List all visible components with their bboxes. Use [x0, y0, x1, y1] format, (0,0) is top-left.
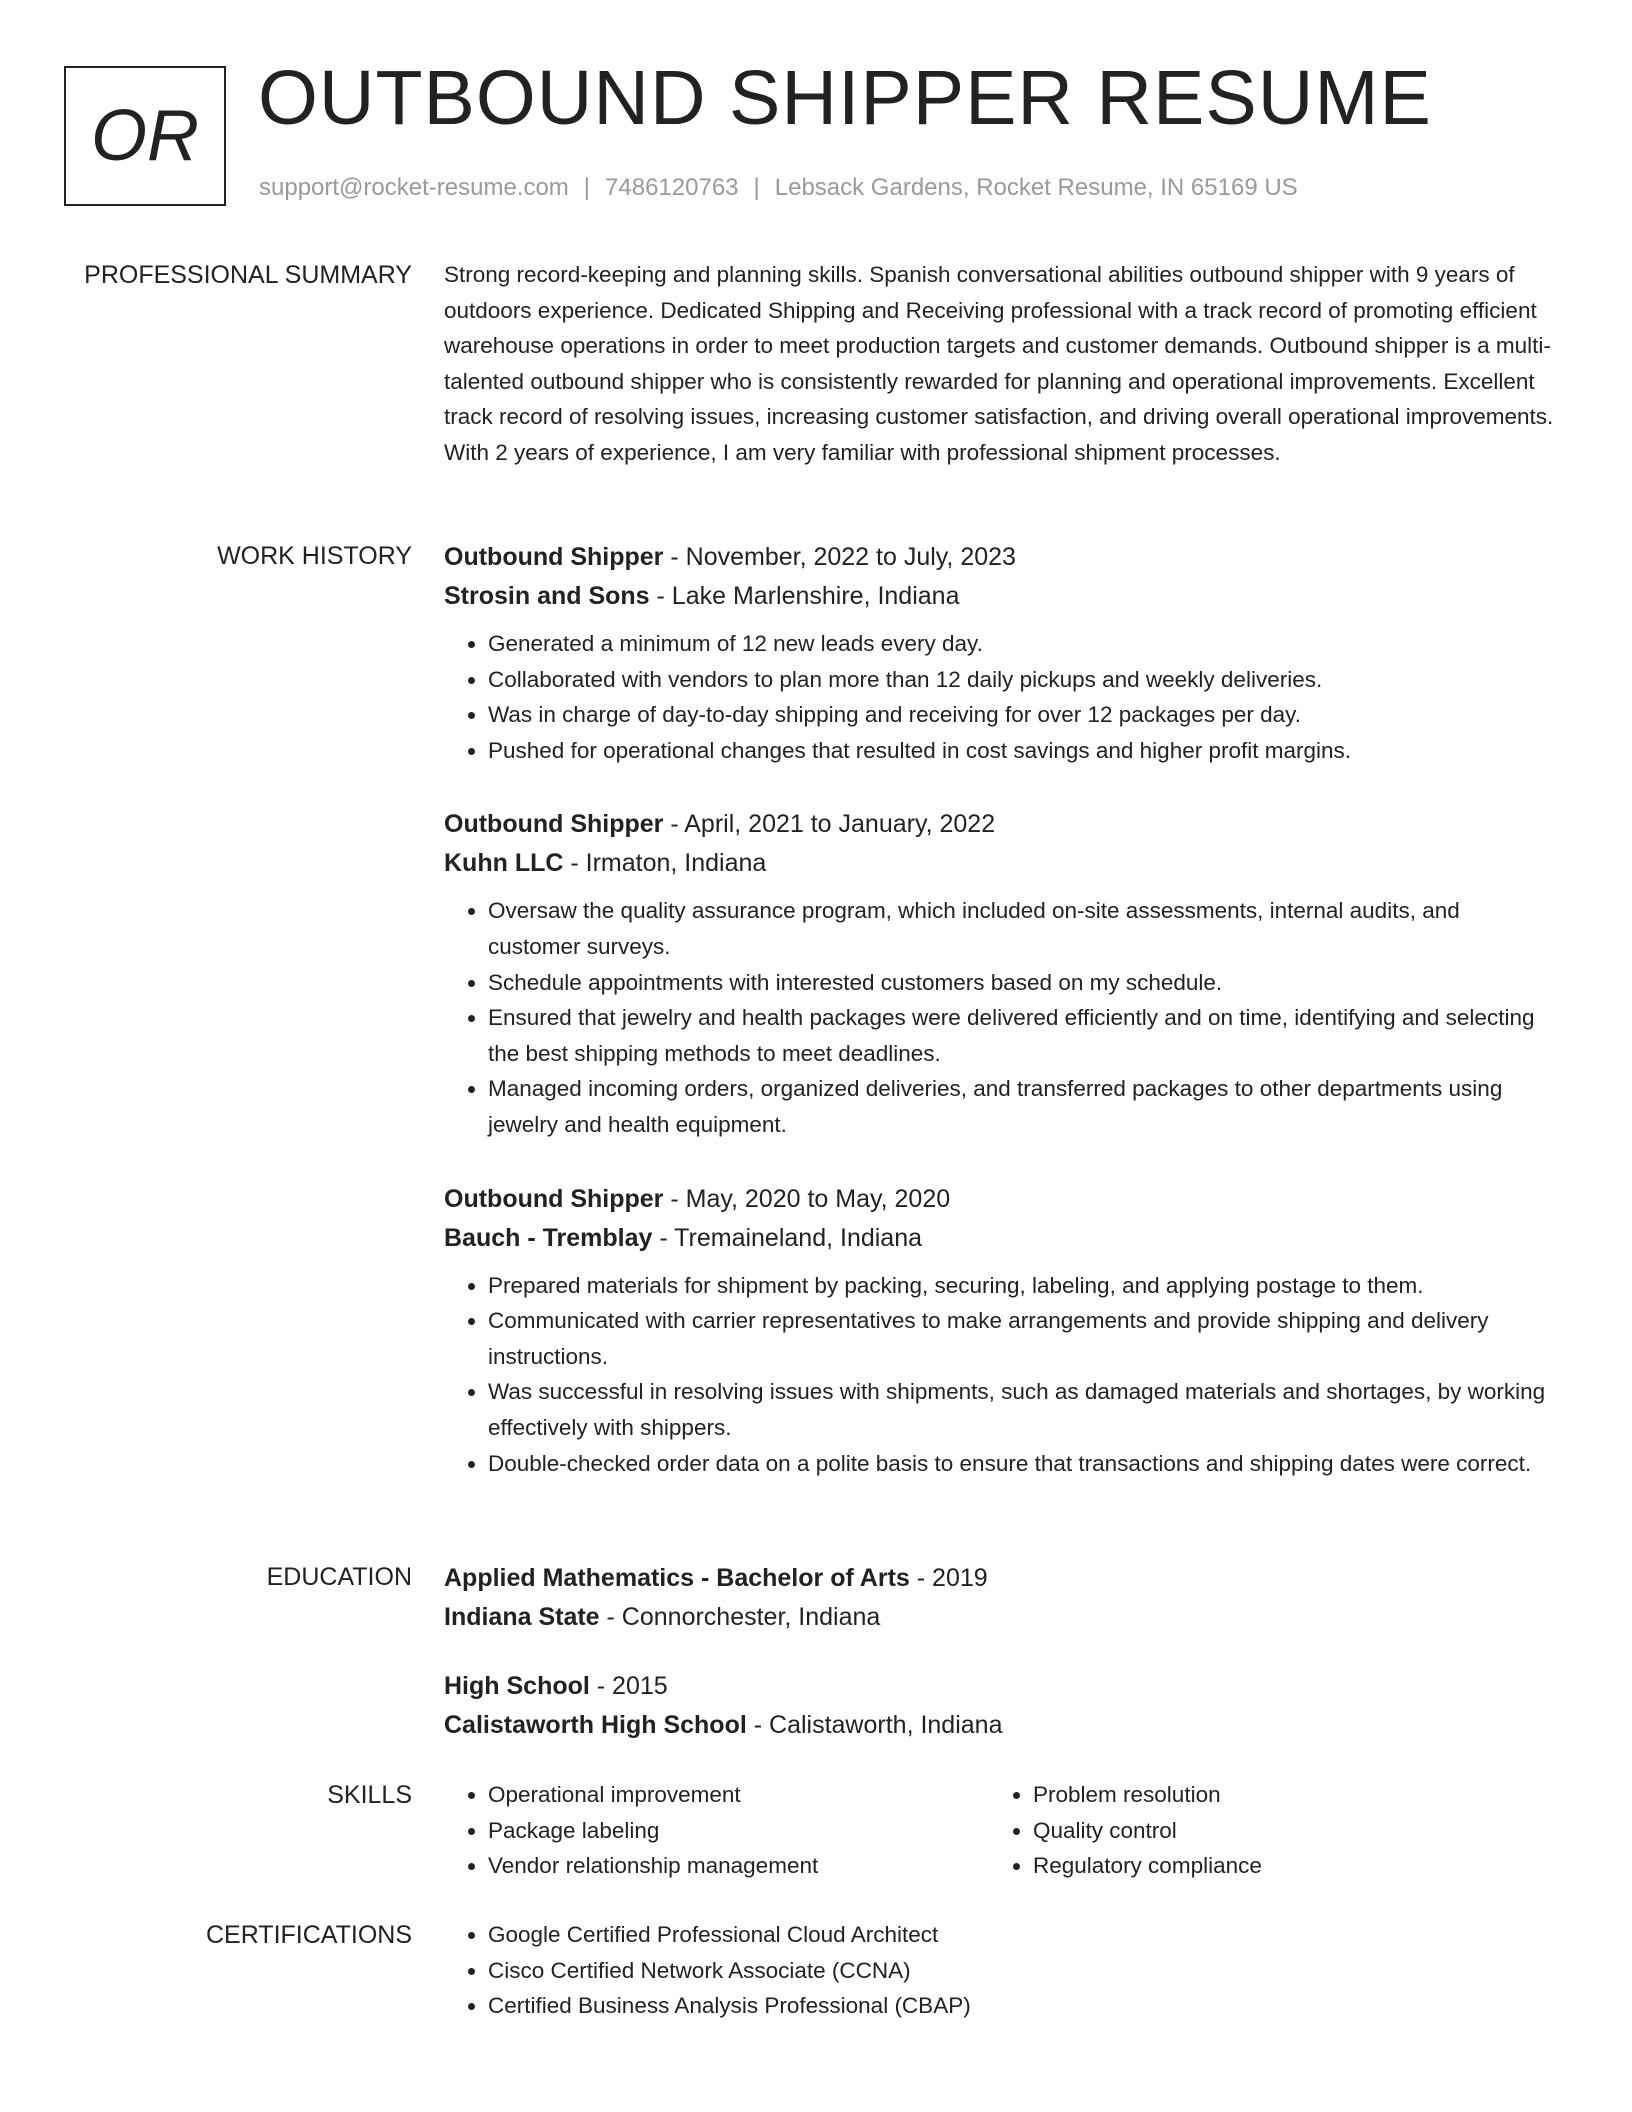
job-company-line	[444, 577, 1554, 616]
job-location: - Tremaineland, Indiana	[652, 1223, 923, 1252]
school: Calistaworth High School	[444, 1711, 747, 1739]
certification-item: • Certified Business Analysis Professional (CBAP)	[488, 1988, 1554, 2024]
job-entry	[444, 805, 1554, 1142]
degree-line	[444, 1559, 1554, 1598]
summary-body	[444, 257, 1554, 471]
job-title-line	[444, 1180, 1554, 1219]
skill-item: • Regulatory compliance	[1033, 1848, 1533, 1884]
job-bullet: • Ensured that jewelry and health packages were delivered efficiently and on time, identifying and selecting the best shipping methods to meet deadlines.	[488, 1000, 1554, 1071]
skill-item: • Quality control	[1033, 1813, 1533, 1849]
contact-separator: |	[753, 174, 760, 201]
skills-list-right	[988, 1777, 1533, 1884]
job-bullet: • Pushed for operational changes that resulted in cost savings and higher profit margins.	[488, 733, 1554, 769]
skill-item: • Operational improvement	[488, 1777, 988, 1813]
job-bullets	[444, 893, 1554, 1142]
monogram-logo: OR	[64, 66, 226, 206]
section-label: SKILLS	[327, 1781, 412, 1809]
school-line	[444, 1706, 1554, 1745]
job-bullet: • Communicated with carrier representatives to make arrangements and provide shipping and delivery instructions.	[488, 1303, 1554, 1374]
job-bullet: • Managed incoming orders, organized deliveries, and transferred packages to other departments using jewelry and health equipment.	[488, 1071, 1554, 1142]
school-location: - Calistaworth, Indiana	[746, 1711, 1003, 1739]
contact-separator: |	[583, 174, 591, 201]
certifications-list	[444, 1917, 1554, 2024]
skill-item: • Problem resolution	[1033, 1777, 1533, 1813]
section-label: EDUCATION	[266, 1563, 412, 1591]
contact-email[interactable]: support@rocket-resume.com	[259, 174, 569, 201]
job-dates: - May, 2020 to May, 2020	[663, 1184, 951, 1213]
section-label: CERTIFICATIONS	[205, 1921, 412, 1949]
job-title: Outbound Shipper	[444, 543, 664, 571]
job-company: Strosin and Sons	[444, 582, 650, 610]
job-bullet: • Was in charge of day-to-day shipping and receiving for over 12 packages per day.	[488, 697, 1554, 733]
job-bullet: • Collaborated with vendors to plan more than 12 daily pickups and weekly deliveries.	[488, 662, 1554, 698]
contact-line	[259, 174, 1298, 202]
job-entry	[444, 1180, 1554, 1482]
job-bullet: • Schedule appointments with interested customers based on my schedule.	[488, 965, 1554, 1001]
job-bullet: • Was successful in resolving issues with shipments, such as damaged materials and shortages, by working effectively with shippers.	[488, 1374, 1554, 1445]
contact-address: Lebsack Gardens, Rocket Resume, IN 65169 US	[774, 174, 1298, 201]
job-title-line	[444, 805, 1554, 844]
education-body	[444, 1559, 1554, 1745]
degree-year: - 2015	[589, 1672, 668, 1700]
job-company: Kuhn LLC	[444, 849, 564, 878]
skills-list-left	[444, 1777, 988, 1884]
job-company-line	[444, 844, 1554, 883]
section-label: WORK HISTORY	[217, 542, 412, 570]
contact-phone[interactable]: 7486120763	[605, 174, 739, 201]
certification-item: • Cisco Certified Network Associate (CCNA)	[488, 1953, 1554, 1989]
job-entry	[444, 538, 1554, 768]
skill-item: • Package labeling	[488, 1813, 988, 1849]
education-entry	[444, 1559, 1554, 1637]
certification-item: • Google Certified Professional Cloud Architect	[488, 1917, 1554, 1953]
skill-item: • Vendor relationship management	[488, 1848, 988, 1884]
job-bullet: • Prepared materials for shipment by packing, securing, labeling, and applying postage to them.	[488, 1268, 1554, 1304]
education-entry	[444, 1667, 1554, 1745]
school-location: - Connorchester, Indiana	[599, 1603, 881, 1631]
resume-title: OUTBOUND SHIPPER RESUME	[258, 55, 1432, 141]
work-history-body	[444, 538, 1554, 1481]
summary-text: Strong record-keeping and planning skills. Spanish conversational abilities outbound shipper with 9 years of outdoors experience. Dedicated Shipping and Receiving professional with a track record of promoting efficient warehouse operations in order to meet production targets and customer demands. Outbound shipper is a multi-talented outbound shipper who is consistently rewarded for planning and operational improvements. Excellent track record of resolving issues, increasing customer satisfaction, and driving overall operational improvements. With 2 years of experience, I am very familiar with professional shipment processes.	[444, 262, 1554, 465]
skills-body	[444, 1777, 1554, 1884]
job-bullets	[444, 1268, 1554, 1482]
job-title: Outbound Shipper	[444, 810, 664, 839]
job-bullet: • Oversaw the quality assurance program, which included on-site assessments, internal audits, and customer surveys.	[488, 893, 1554, 964]
job-title-line	[444, 538, 1554, 577]
degree-year: - 2019	[909, 1564, 988, 1592]
job-dates: - November, 2022 to July, 2023	[663, 543, 1016, 571]
job-bullets	[444, 626, 1554, 768]
job-location: - Lake Marlenshire, Indiana	[649, 582, 960, 610]
job-bullet: • Double-checked order data on a polite basis to ensure that transactions and shipping dates were correct.	[488, 1446, 1554, 1482]
school-line	[444, 1598, 1554, 1637]
section-label: PROFESSIONAL SUMMARY	[84, 261, 412, 289]
job-company-line	[444, 1219, 1554, 1258]
degree: Applied Mathematics - Bachelor of Arts	[444, 1564, 910, 1592]
degree: High School	[444, 1672, 590, 1700]
job-bullet: • Generated a minimum of 12 new leads every day.	[488, 626, 1554, 662]
degree-line	[444, 1667, 1554, 1706]
job-location: - Irmaton, Indiana	[563, 849, 767, 878]
certifications-body	[444, 1917, 1554, 2024]
job-company: Bauch - Tremblay	[444, 1223, 653, 1252]
job-title: Outbound Shipper	[444, 1184, 664, 1213]
job-dates: - April, 2021 to January, 2022	[663, 810, 996, 839]
school: Indiana State	[444, 1603, 600, 1631]
